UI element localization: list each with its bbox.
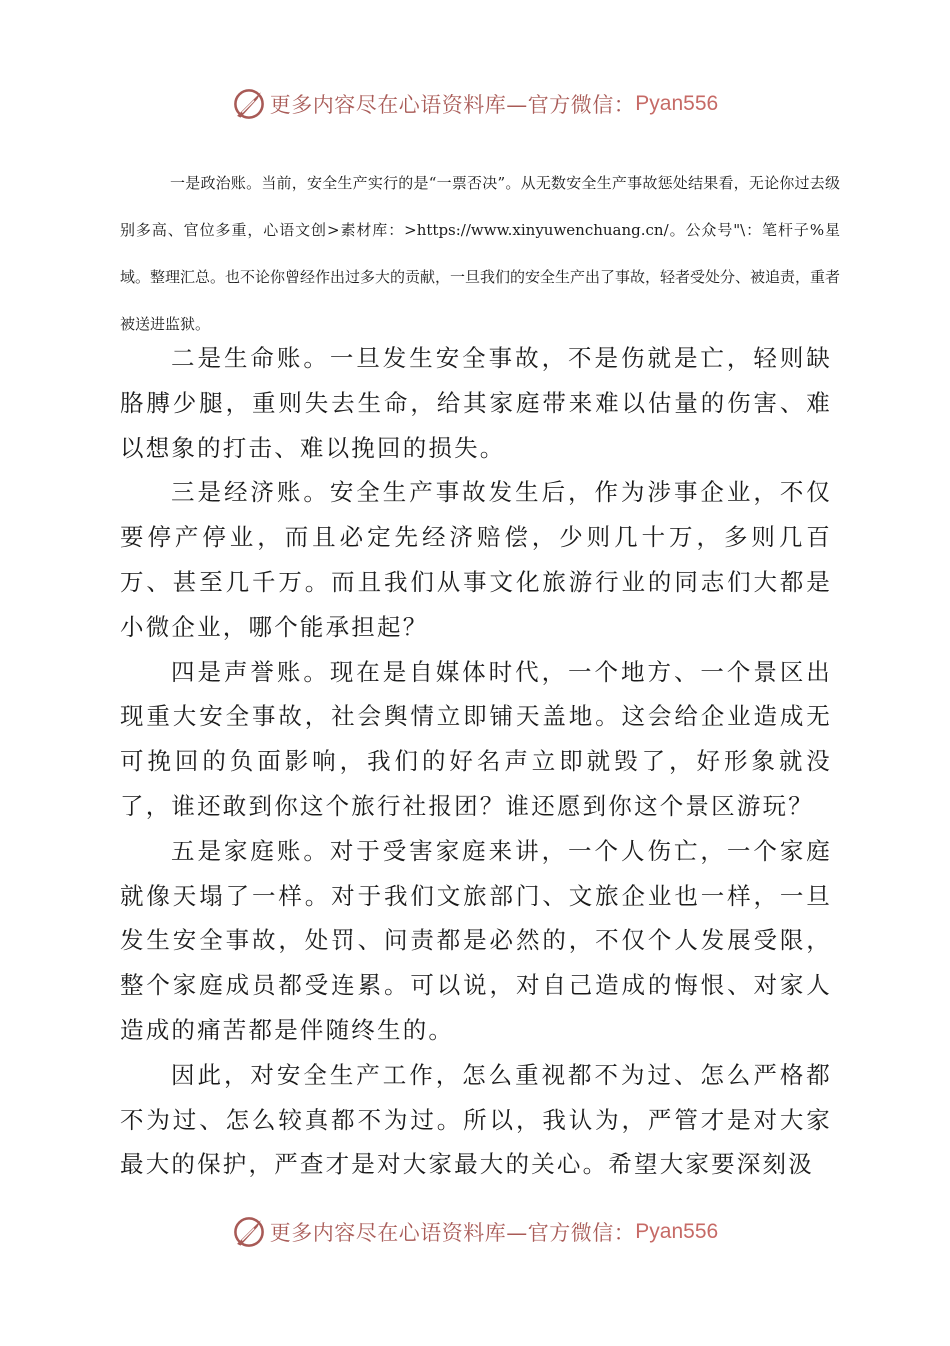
banner-text: 更多内容尽在心语资料库—官方微信： bbox=[269, 1221, 636, 1245]
paragraph-conclusion: 因此，对安全生产工作，怎么重视都不为过、怎么严格都不为过、怎么较真都不为过。所以，我认为，严管才是对大家最大的保护，严查才是对大家最大的关心。希望大家要深刻汲 bbox=[120, 1060, 832, 1179]
paragraph-reputation: 四是声誉账。现在是自媒体时代，一个地方、一个景区出现重大安全事故，社会舆情立即铺天盖地。这会给企业造成无可挽回的负面影响，我们的好名声立即就毁了，好形象就没了，谁还敢到你这个旅行社报团？谁还愿到你这个景区游玩？ bbox=[120, 657, 832, 820]
paragraph-family: 五是家庭账。对于受害家庭来讲，一个人伤亡，一个家庭就像天塌了一样。对于我们文旅部门、文旅企业也一样，一旦发生安全事故，处罚、问责都是必然的，不仅个人发展受限，整个家庭成员都受连累。可以说，对自己造成的悔恨、对家人造成的痛苦都是伴随终生的。 bbox=[120, 836, 832, 1044]
paragraph-economy: 三是经济账。安全生产事故发生后，作为涉事企业，不仅要停产停业，而且必定先经济赔偿，少则几十万，多则几百万、甚至几千万。而且我们从事文化旅游行业的同志们大都是小微企业，哪个能承担起？ bbox=[120, 478, 832, 641]
intro-paragraph: 一是政治账。当前，安全生产实行的是“一票否决”。从无数安全生产事故惩处结果看，无论你过去级别多高、官位多重，心语文创>素材库：>https://www.xinyuwenchuang.cn/。公众号"\：笔杆子%星域。整理汇总。也不论你曾经作出过多大的贡献，一旦我们的安全生产出了事故，轻者受处分、被追责，重者被送进监狱。 bbox=[120, 174, 841, 333]
pen-logo-icon bbox=[232, 1215, 266, 1249]
banner-wechat-id: Pyan556 bbox=[635, 1220, 719, 1243]
paragraph-life: 二是生命账。一旦发生安全事故，不是伤就是亡，轻则缺胳膊少腿，重则失去生命，给其家庭带来难以估量的伤害、难以想象的打击、难以挽回的损失。 bbox=[120, 344, 832, 462]
banner-text: 更多内容尽在心语资料库—官方微信： bbox=[269, 93, 636, 117]
body-text bbox=[120, 336, 832, 1187]
footer-banner bbox=[0, 1212, 950, 1252]
banner-wechat-id: Pyan556 bbox=[635, 92, 719, 115]
pen-logo-icon bbox=[232, 87, 266, 121]
header-banner bbox=[0, 84, 950, 124]
